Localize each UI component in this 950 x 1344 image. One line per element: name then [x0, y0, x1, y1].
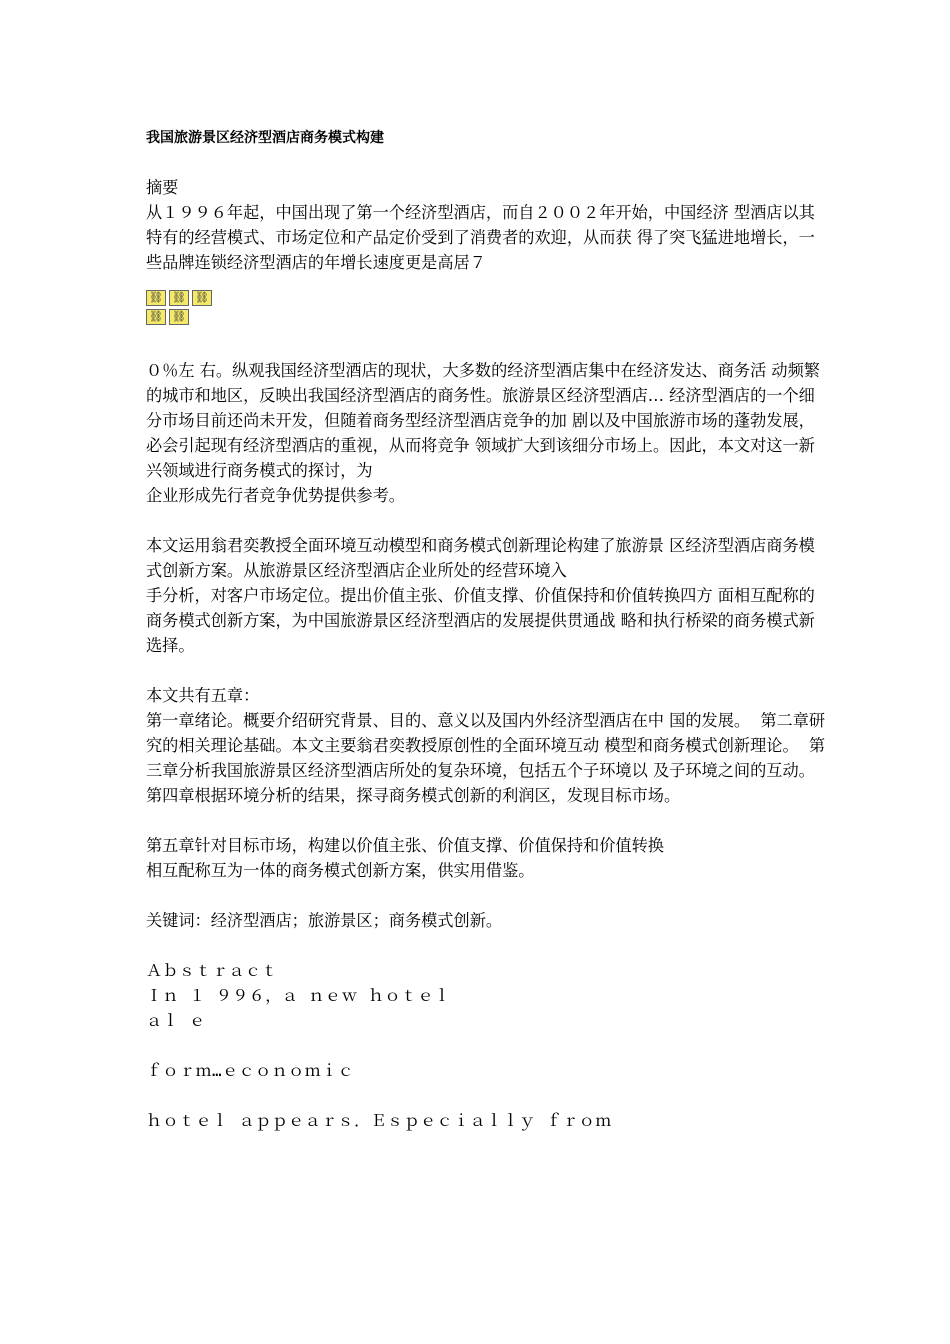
english-line-5: ｈｏｔｅｌ ａｐｐｅａｒｓ．Ｅｓｐｅｃｉａｌｌｙ ｆｒｏｍ	[146, 1111, 612, 1130]
abstract-paragraph-2: ０％左 右。纵观我国经济型酒店的现状，大多数的经济型酒店集中在经济发达、商务活 动频繁的城市和地区，反映出我国经济型酒店的商务性。旅游景区经济型酒店… 经济型酒店的一个细分市场目前还尚未开发，但随着商务型经济型酒店竞争的加 剧以及中国旅游市场的蓬勃发展，必会引起现有经济型酒店的重视，从而将竞争 领域扩大到该细分市场上。因此，本文对这一新兴领域进行商务模式的探讨，为	[146, 361, 820, 480]
abstract-heading: 摘要	[146, 178, 179, 197]
broken-image-icon: ⛓	[169, 309, 189, 325]
broken-image-icon: ⛓	[192, 290, 212, 306]
keywords: 关键词：经济型酒店；旅游景区；商务模式创新。	[146, 911, 503, 930]
abstract-paragraph-2-end: 企业形成先行者竞争优势提供参考。	[146, 486, 405, 505]
broken-image-icon: ⛓	[169, 290, 189, 306]
broken-image-icon: ⛓	[146, 309, 166, 325]
broken-image-group	[146, 290, 826, 326]
abstract-paragraph-1: 从１９９６年起，中国出现了第一个经济型酒店，而自２００２年开始，中国经济 型酒店以其特有的经营模式、市场定位和产品定价受到了消费者的欢迎，从而获 得了突飞猛进地增长，一些品牌连锁经济型酒店的年增长速度更是高居７	[146, 203, 815, 272]
chapter-5-line-2: 相互配称互为一体的商务模式创新方案，供实用借鉴。	[146, 861, 535, 880]
document-title: 我国旅游景区经济型酒店商务模式构建	[146, 130, 384, 146]
english-line-3: ａｌ ｅ	[146, 1011, 206, 1030]
abstract-paragraph-3b: 手分析，对客户市场定位。提出价值主张、价值支撑、价值保持和价值转换四方 面相互配称的商务模式创新方案，为中国旅游景区经济型酒店的发展提供贯通战 略和执行桥梁的商务模式新选择。	[146, 586, 815, 655]
broken-image-icon: ⛓	[146, 290, 166, 306]
chapter-5-line-1: 第五章针对目标市场，构建以价值主张、价值支撑、价值保持和价值转换	[146, 836, 664, 855]
abstract-paragraph-3a: 本文运用翁君奕教授全面环境互动模型和商务模式创新理论构建了旅游景 区经济型酒店商务模式创新方案。从旅游景区经济型酒店企业所处的经营环境入	[146, 536, 815, 580]
english-line-4: ｆｏｒｍ…ｅｃｏｎｏｍｉｃ	[146, 1061, 355, 1080]
chapters-body: 第一章绪论。概要介绍研究背景、目的、意义以及国内外经济型酒店在中 国的发展。 第二章研究的相关理论基础。本文主要翁君奕教授原创性的全面环境互动 模型和商务模式创新理论。 第三章分析我国旅游景区经济型酒店所处的复杂环境，包括五个子环境以 及子环境之间的互动。 第四章根据环境分析的结果，探寻商务模式创新的利润区，发现目标市场。	[146, 711, 826, 805]
document-page	[146, 128, 826, 1133]
broken-image-row-2	[146, 309, 826, 326]
english-abstract-heading: Ａｂｓｔｒａｃｔ	[146, 961, 279, 980]
chapters-intro: 本文共有五章：	[146, 686, 260, 705]
english-line-2: Ｉｎ １ ９９６，ａ ｎｅｗ ｈｏｔｅｌ	[146, 986, 451, 1005]
broken-image-row-1	[146, 290, 826, 307]
